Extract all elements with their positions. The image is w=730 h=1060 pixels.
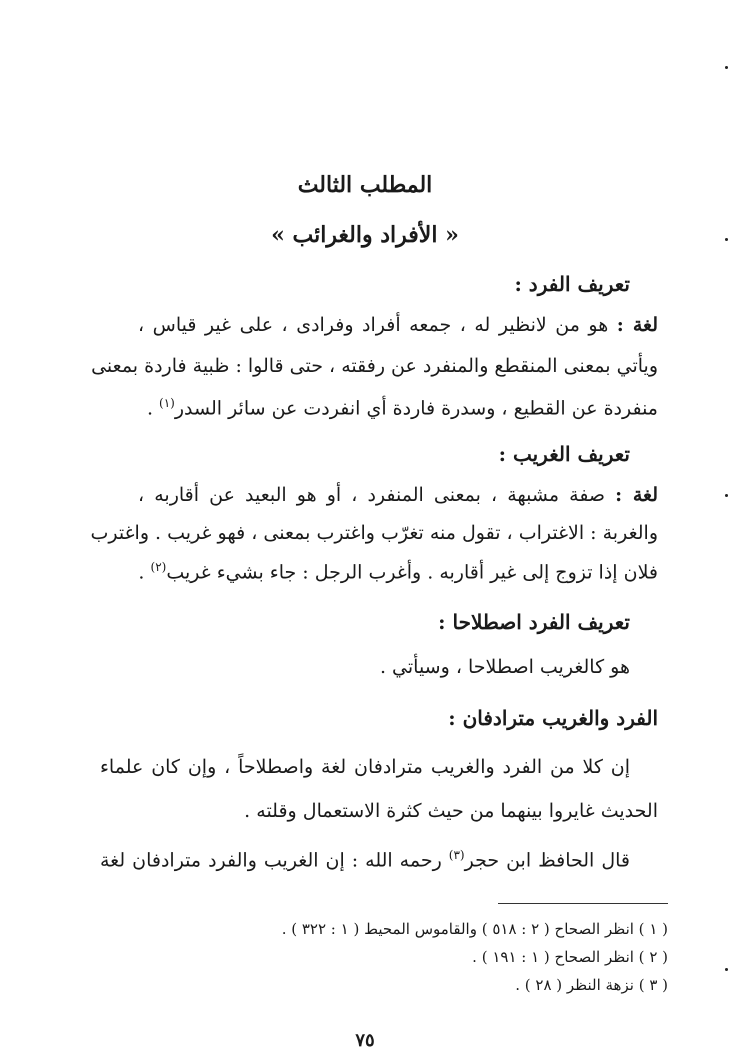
footnote-ref-1: (١) [159, 396, 175, 410]
lugha-label: لغة : [616, 314, 658, 336]
footnote-3: ( ٣ ) نزهة النظر ( ٢٨ ) . [515, 976, 668, 994]
footnote-ref-3: (٣) [448, 848, 465, 862]
section-title: المطلب الثالث [297, 172, 433, 198]
fard-line-1: لغة : هو من لانظير له ، جمعه أفراد وفرادى ، على غير قياس ، [138, 314, 658, 336]
footnote-1: ( ١ ) انظر الصحاح ( ٢ : ٥١٨ ) والقاموس المحيط ( ١ : ٣٢٢ ) . [281, 920, 668, 938]
gharib-heading: تعريف الغريب : [498, 442, 630, 466]
fard-line-3: منفردة عن القطيع ، وسدرة فاردة أي انفردت عن سائر السدر$^{(١)}$ . [146, 396, 658, 420]
gharib-line-2: والغربة : الاغتراب ، تقول منه تغرّب واغترب بمعنى ، فهو غريب . واغترب [90, 522, 658, 544]
section-subtitle: « الأفراد والغرائب » [271, 222, 459, 248]
margin-mark [725, 66, 728, 69]
footnote-2: ( ٢ ) انظر الصحاح ( ١ : ١٩١ ) . [472, 948, 668, 966]
footnote-ref-2: (٢) [150, 560, 167, 574]
margin-mark [725, 968, 728, 971]
page-number: ٧٥ [355, 1030, 375, 1051]
footnote-divider [498, 903, 668, 904]
fard-heading: تعريف الفرد : [514, 272, 630, 296]
istilah-line: هو كالغريب اصطلاحا ، وسيأتي . [379, 656, 630, 678]
hafiz-line: قال الحافظ ابن حجر$^{(٣)}$ رحمه الله : إن الغريب والفرد مترادفان لغة [100, 848, 631, 872]
margin-mark [725, 494, 728, 497]
mutaradifan-line-2: الحديث غايروا بينهما من حيث كثرة الاستعمال وقلته . [244, 800, 658, 822]
gharib-line-1: لغة : صفة مشبهة ، بمعنى المنفرد ، أو هو البعيد عن أقاربه ، [138, 484, 658, 506]
mutaradifan-heading: الفرد والغريب مترادفان : [448, 706, 658, 730]
istilah-heading: تعريف الفرد اصطلاحا : [438, 610, 630, 634]
lugha-label: لغة : [615, 484, 658, 506]
mutaradifan-line-1: إن كلا من الفرد والغريب مترادفان لغة واصطلاحاً ، وإن كان علماء [100, 756, 630, 778]
gharib-line-3: فلان إذا تزوج إلى غير أقاربه . وأغرب الرجل : جاء بشيء غريب$^{(٢)}$ . [138, 560, 658, 584]
fard-line-2: ويأتي بمعنى المنقطع والمنفرد عن رفقته ، حتى قالوا : ظبية فاردة بمعنى [91, 355, 658, 377]
